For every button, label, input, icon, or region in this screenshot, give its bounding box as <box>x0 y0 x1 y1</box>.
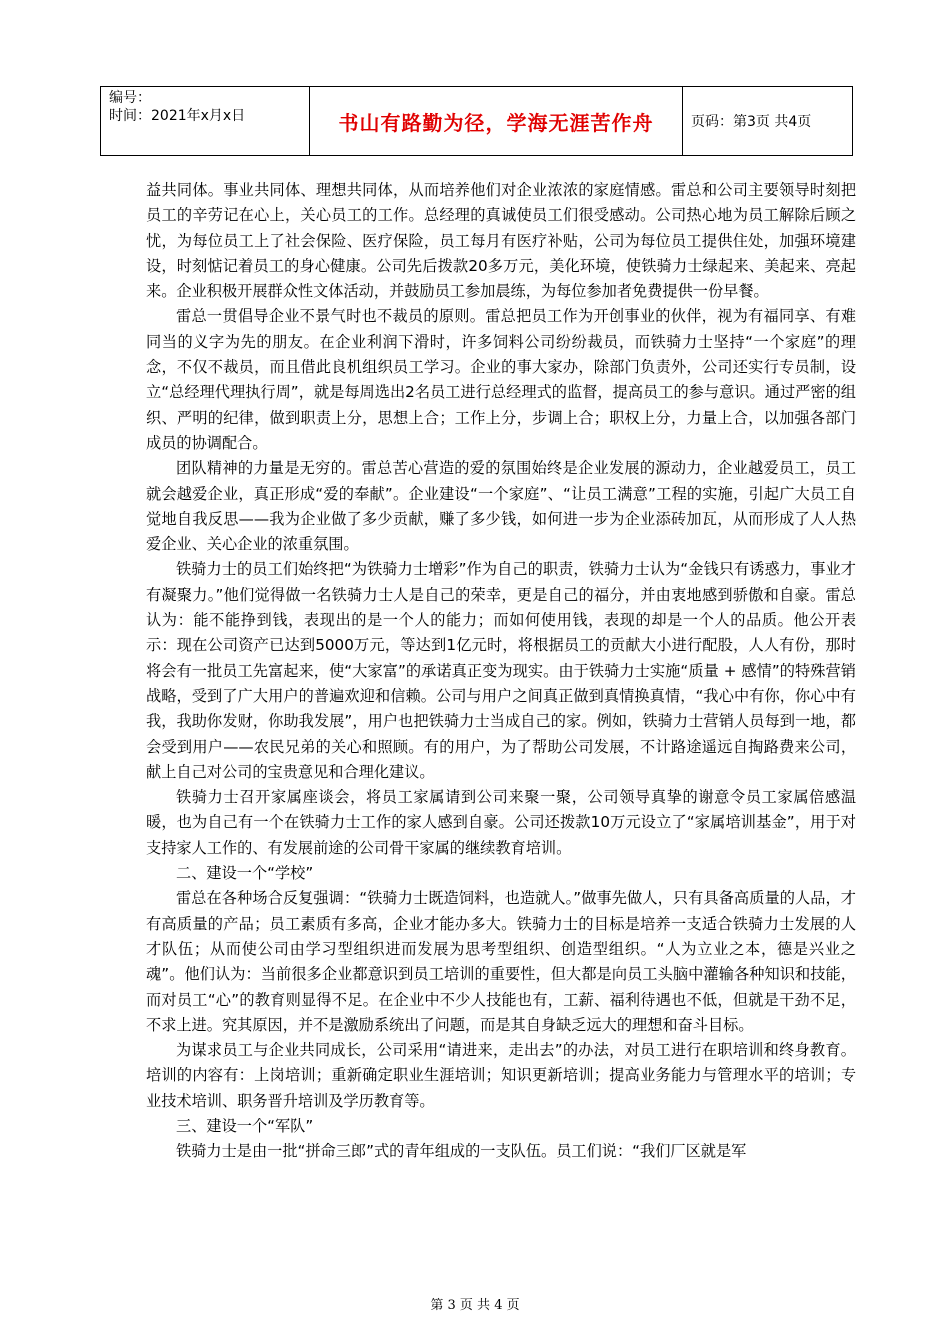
paragraph: 铁骑力士召开家属座谈会，将员工家属请到公司来聚一聚，公司领导真挚的谢意令员工家属倍感温暖，也为自己有一个在铁骑力士工作的家人感到自豪。公司还拨款10万元设立了“家属培训基金”，用于对支持家人工作的、有发展前途的公司骨干家属的继续教育培训。 <box>146 788 856 857</box>
header-table <box>100 86 853 156</box>
paragraph: 雷总在各种场合反复强调：“铁骑力士既造饲料，也造就人。”做事先做人，只有具备高质量的人品，才有高质量的产品；员工素质有多高，企业才能办多大。铁骑力士的目标是培养一支适合铁骑力士发展的人才队伍；从而使公司由学习型组织进而发展为思考型组织、创造型组织。“人为立业之本，德是兴业之魂”。他们认为：当前很多企业都意识到员工培训的重要性，但大都是向员工头脑中灌输各种知识和技能，而对员工“心”的教育则显得不足。在企业中不少人技能也有，工薪、福利待遇也不低，但就是干劲不足，不求上进。究其原因，并不是激励系统出了问题，而是其自身缺乏远大的理想和奋斗目标。 <box>146 889 856 1034</box>
document-number-label: 编号： <box>109 90 151 106</box>
document-time-label: 时间：2021年x月x日 <box>109 108 246 124</box>
paragraph: 团队精神的力量是无穷的。雷总苦心营造的爱的氛围始终是企业发展的源动力，企业越爱员工，员工就会越爱企业，真正形成“爱的奉献”。企业建设“一个家庭”、“让员工满意”工程的实施，引起广大员工自觉地自我反思——我为企业做了多少贡献，赚了多少钱，如何进一步为企业添砖加瓦，从而形成了人人热爱企业、关心企业的浓重氛围。 <box>146 459 856 554</box>
paragraph: 为谋求员工与企业共同成长，公司采用“请进来，走出去”的办法，对员工进行在职培训和终身教育。培训的内容有：上岗培训；重新确定职业生涯培训；知识更新培训；提高业务能力与管理水平的培训；专业技术培训、职务晋升培训及学历教育等。 <box>146 1041 856 1110</box>
header-meta-cell <box>101 87 310 156</box>
paragraph: 益共同体。事业共同体、理想共同体，从而培养他们对企业浓浓的家庭情感。雷总和公司主要领导时刻把员工的辛劳记在心上，关心员工的工作。总经理的真诚使员工们很受感动。公司热心地为员工解除后顾之忧，为每位员工上了社会保险、医疗保险，员工每月有医疗补贴，公司为每位员工提供住处，加强环境建设，时刻惦记着员工的身心健康。公司先后拨款20多万元，美化环境，使铁骑力士绿起来、美起来、亮起来。企业积极开展群众性文体活动，并鼓励员工参加晨练，为每位参加者免费提供一份早餐。 <box>146 181 856 301</box>
paragraph: 铁骑力士是由一批“拼命三郎”式的青年组成的一支队伍。员工们说：“我们厂区就是军 <box>176 1142 747 1161</box>
section-heading: 二、建设一个“学校” <box>176 864 314 883</box>
body-text <box>146 178 856 1165</box>
paragraph: 铁骑力士的员工们始终把“为铁骑力士增彩”作为自己的职责，铁骑力士认为“金钱只有诱惑力，事业才有凝聚力。”他们觉得做一名铁骑力士人是自己的荣幸，更是自己的福分，并由衷地感到骄傲和自豪。雷总认为：能不能挣到钱，表现出的是一个人的能力；而如何使用钱，表现的却是一个人的品质。他公开表示：现在公司资产已达到5000万元，等达到1亿元时，将根据员工的贡献大小进行配股，人人有份，那时将会有一批员工先富起来，使“大家富”的承诺真正变为现实。由于铁骑力士实施“质量 + 感情”的特殊营销战略，受到了广大用户的普遍欢迎和信赖。公司与用户之间真正做到真情换真情，“我心中有你，你心中有我，我助你发财，你助我发展”，用户也把铁骑力士当成自己的家。例如，铁骑力士营销人员每到一地，都会受到用户——农民兄弟的关心和照顾。有的用户，为了帮助公司发展，不计路途遥远自掏路费来公司，献上自己对公司的宝贵意见和合理化建议。 <box>146 560 856 781</box>
header-slogan-cell <box>310 87 683 156</box>
section-heading: 三、建设一个“军队” <box>176 1116 314 1135</box>
header-slogan: 书山有路勤为径，学海无涯苦作舟 <box>338 110 654 135</box>
paragraph: 雷总一贯倡导企业不景气时也不裁员的原则。雷总把员工作为开创事业的伙伴，视为有福同享、有难同当的义字为先的朋友。在企业利润下滑时，许多饲料公司纷纷裁员，而铁骑力士坚持“一个家庭”的理念，不仅不裁员，而且借此良机组织员工学习。企业的事大家办，除部门负责外，公司还实行专员制，设立“总经理代理执行周”，就是每周选出2名员工进行总经理式的监督，提高员工的参与意识。通过严密的组织、严明的纪律，做到职责上分，思想上合；工作上分，步调上合；职权上分，力量上合，以加强各部门成员的协调配合。 <box>146 307 856 452</box>
header-page-cell <box>683 87 853 156</box>
header-page-info: 页码：第3页 共4页 <box>691 114 812 130</box>
page-footer: 第 3 页 共 4 页 <box>430 1298 520 1313</box>
